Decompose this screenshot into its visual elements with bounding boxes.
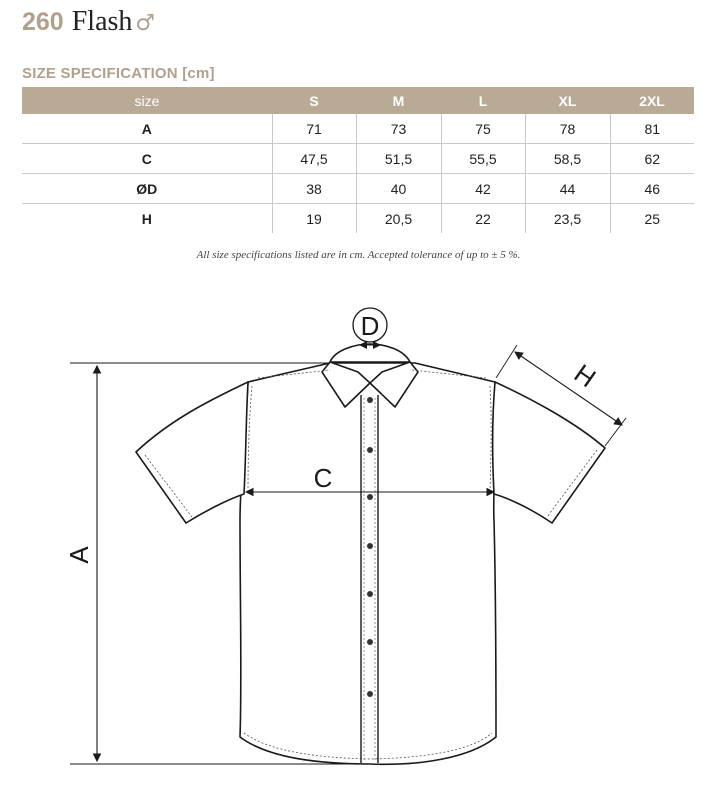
button-icon xyxy=(367,591,373,597)
header-cell-2xl: 2XL xyxy=(610,87,694,114)
header-cell-l: L xyxy=(441,87,525,114)
table-cell: 38 xyxy=(272,174,356,204)
spec-heading: SIZE SPECIFICATION [cm] xyxy=(22,65,215,82)
male-icon: ♂ xyxy=(135,11,156,36)
table-cell: 55,5 xyxy=(441,144,525,174)
table-cell: 25 xyxy=(610,204,694,234)
dimension-d xyxy=(353,308,387,345)
row-label-d: ØD xyxy=(22,174,272,204)
label-c: C xyxy=(313,463,333,493)
button-icon xyxy=(367,543,373,549)
table-cell: 44 xyxy=(525,174,610,204)
table-cell: 40 xyxy=(356,174,441,204)
table-cell: 81 xyxy=(610,114,694,144)
header-cell-xl: XL xyxy=(525,87,610,114)
table-cell: 22 xyxy=(441,204,525,234)
shirt-outline xyxy=(136,344,605,764)
table-cell: 51,5 xyxy=(356,144,441,174)
label-h: H xyxy=(568,357,602,394)
button-icon xyxy=(367,639,373,645)
row-label-a: A xyxy=(22,114,272,144)
header-cell-m: M xyxy=(356,87,441,114)
table-cell: 47,5 xyxy=(272,144,356,174)
table-cell: 19 xyxy=(272,204,356,234)
tolerance-note: All size specifications listed are in cm. Accepted tolerance of up to ± 5 %. xyxy=(196,249,521,261)
header-cell-s: S xyxy=(272,87,356,114)
table-cell: 71 xyxy=(272,114,356,144)
table-cell: 62 xyxy=(610,144,694,174)
label-d: D xyxy=(360,311,380,341)
table-cell: 75 xyxy=(441,114,525,144)
table-cell: 73 xyxy=(356,114,441,144)
table-cell: 20,5 xyxy=(356,204,441,234)
row-label-c: C xyxy=(22,144,272,174)
row-label-h: H xyxy=(141,210,152,227)
product-number: 260 xyxy=(22,8,64,36)
label-a: A xyxy=(64,546,94,564)
table-cell: 46 xyxy=(610,174,694,204)
button-icon xyxy=(367,397,373,403)
table-cell: 58,5 xyxy=(525,144,610,174)
button-icon xyxy=(367,691,373,697)
header-cell-size: size xyxy=(22,87,272,114)
button-icon xyxy=(367,494,373,500)
table-cell: 23,5 xyxy=(525,204,610,234)
button-icon xyxy=(367,447,373,453)
table-cell: 78 xyxy=(525,114,610,144)
table-cell: 42 xyxy=(441,174,525,204)
product-name: Flash xyxy=(71,6,133,37)
